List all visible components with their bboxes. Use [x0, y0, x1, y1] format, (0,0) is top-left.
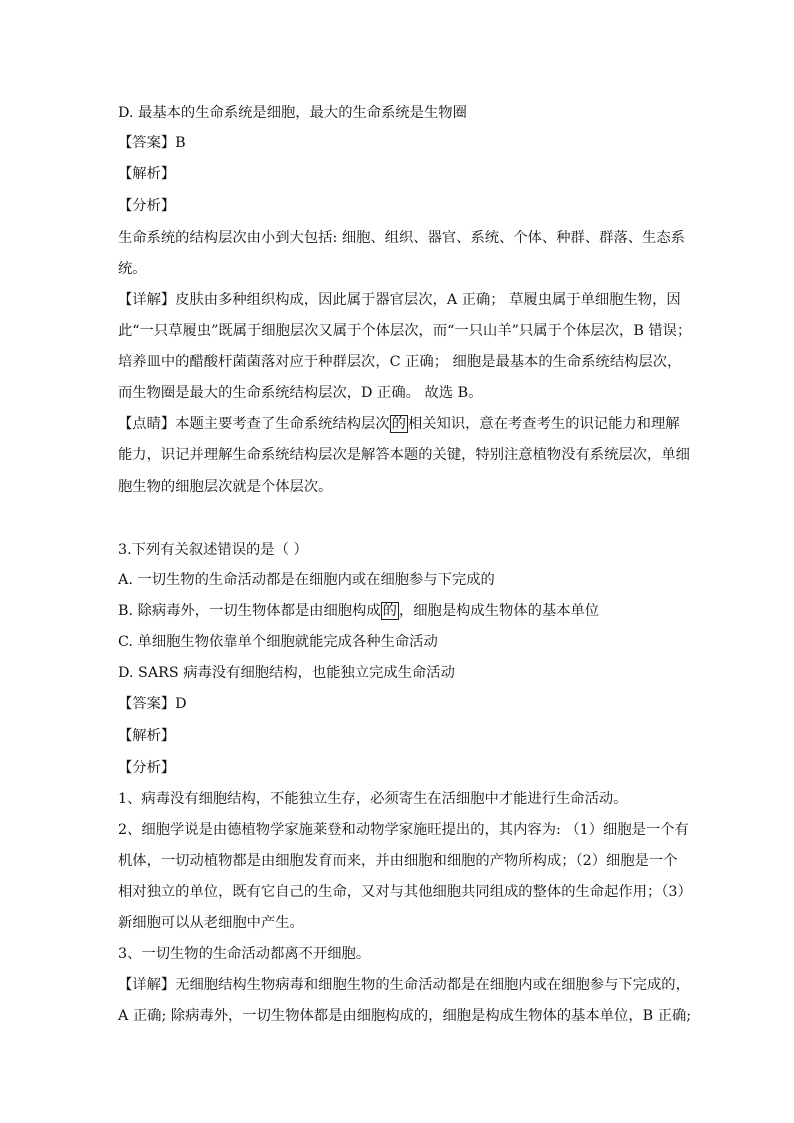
q2-detail-line: 【详解】皮肤由多种组织构成，因此属于器官层次，A 正确； 草履虫属于单细胞生物，因	[118, 292, 681, 308]
q2-comment-line: 能力，识记并理解生命系统结构层次是解答本题的关键，特别注意植物没有系统层次，单细	[118, 447, 690, 463]
q2-answer: 【答案】B	[118, 135, 186, 151]
q3-option-b-text: ，细胞是构成生物体的基本单位	[398, 603, 600, 619]
q3-option-a: A. 一切生物的生命活动都是在细胞内或在细胞参与下完成的	[118, 572, 495, 588]
q3-analysis-line: 1、病毒没有细胞结构，不能独立生存，必须寄生在活细胞中才能进行生命活动。	[118, 791, 628, 807]
q2-comment-line: 胞生物的细胞层次就是个体层次。	[118, 479, 333, 495]
q2-jiexi-heading: 【解析】	[118, 166, 176, 182]
q3-option-d: D. SARS 病毒没有细胞结构，也能独立完成生命活动	[118, 665, 455, 681]
q2-comment-line	[118, 414, 680, 434]
q2-detail-line: 此“一只草履虫”既属于细胞层次又属于个体层次，而“一只山羊”只属于个体层次，B 错误；	[118, 323, 692, 339]
q3-detail-line: 【详解】无细胞结构生物病毒和细胞生物的生命活动都是在细胞内或在细胞参与下完成的，	[118, 977, 690, 993]
q2-option-d: D. 最基本的生命系统是细胞，最大的生命系统是生物圈	[118, 105, 467, 121]
q3-option-b-boxed-char: 的	[382, 603, 397, 619]
q2-detail-line: 而生物圈是最大的生命系统结构层次，D 正确。 故选 B。	[118, 385, 483, 401]
q2-analysis-line: 统。	[118, 261, 147, 277]
q3-option-b-text: B. 除病毒外，一切生物体都是由细胞构成	[118, 603, 381, 619]
q2-comment-text: 相关知识，意在考查考生的识记能力和理解	[407, 416, 680, 432]
q3-jiexi-heading: 【解析】	[118, 728, 176, 744]
q3-option-c: C. 单细胞生物依靠单个细胞就能完成各种生命活动	[118, 634, 438, 650]
q2-comment-text: 【点睛】本题主要考查了生命系统结构层次	[118, 416, 390, 432]
q3-stem: 3.下列有关叙述错误的是（ ）	[118, 542, 308, 558]
q3-analysis-line: 机体，一切动植物都是由细胞发育而来，并由细胞和细胞的产物所构成；（2）细胞是一个	[118, 853, 678, 869]
q2-comment-boxed-char: 的	[391, 416, 406, 432]
q3-fenxi-heading: 【分析】	[118, 760, 176, 776]
q3-analysis-line: 2、细胞学说是由德植物学家施莱登和动物学家施旺提出的，其内容为: （1）细胞是一个有	[118, 822, 689, 838]
q2-fenxi-heading: 【分析】	[118, 198, 176, 214]
q3-option-b	[118, 601, 599, 621]
q3-answer: 【答案】D	[118, 696, 187, 712]
q2-detail-line: 培养皿中的醋酸杆菌菌落对应于种群层次，C 正确； 细胞是最基本的生命系统结构层次，	[118, 354, 682, 370]
q2-analysis-line: 生命系统的结构层次由小到大包括: 细胞、组织、器官、系统、个体、种群、群落、生态系	[118, 230, 685, 246]
q3-analysis-line: 新细胞可以从老细胞中产生。	[118, 915, 304, 931]
q3-analysis-line: 3、一切生物的生命活动都离不开细胞。	[118, 946, 371, 962]
q3-detail-line: A 正确; 除病毒外，一切生物体都是由细胞构成的，细胞是构成生物体的基本单位，B 正确;	[118, 1008, 692, 1024]
q3-analysis-line: 相对独立的单位，既有它自己的生命，又对与其他细胞共同组成的整体的生命起作用；（3）	[118, 884, 692, 900]
